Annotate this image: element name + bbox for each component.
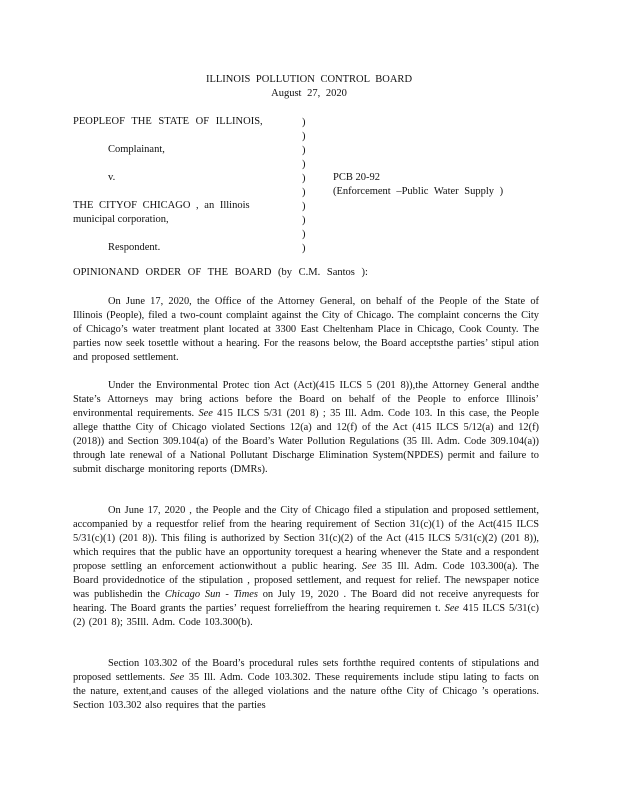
paragraph-text: On June 17, 2020 , the People and the City of Chicago filed a stipulation and proposed settlement, accompanied by a requestfor relief from the hearing requirement of Section 31(c)(1) of the Act(415 ILCS 5/31(c)(1) (201 8)). This filing is authorized by Section 31(c)(2) of the Act (415 ILCS 5/31(c)(2) (201 8)), which requires that the public have an opportunity torequest a hearing whenever the State and a respondent propose settling an enforcement actionwithout a public hearing. <box>73 505 539 572</box>
paragraph-4 <box>73 657 539 713</box>
order-date: August 27, 2020 <box>271 88 347 99</box>
complainant-name: PEOPLEOF THE STATE OF ILLINOIS, <box>73 116 263 127</box>
caption-paren: ) <box>302 145 306 156</box>
newspaper-name: Chicago Sun - Times <box>164 589 258 600</box>
caption-paren: ) <box>302 173 306 184</box>
caption-paren: ) <box>302 131 306 142</box>
paragraph-text: 415 ILCS 5/31 (201 8) ; 35 Ill. Adm. Code 103. In this case, the People allege thatthe City of Chicago violated Sections 12(a) and 12(f) of the Act (415 ILCS 5/12(a) and 12(f) (2018)) and Section 309.104(a) of the Board’s Water Pollution Regulations (35 Ill. Adm. Code 309.104(a)) through late renewal of a National Pollutant Discharge Elimination System(NPDES) permit and failure to submit discharge monitoring reports (DMRs). <box>73 408 539 475</box>
caption-paren: ) <box>302 159 306 170</box>
opinion-heading: OPINIONAND ORDER OF THE BOARD (by C.M. Santos ): <box>73 267 368 278</box>
paragraph-2 <box>73 379 539 477</box>
caption-divider <box>302 116 306 256</box>
respondent-role: Respondent. <box>108 242 161 253</box>
versus-label: v. <box>108 172 116 183</box>
caption-paren: ) <box>302 201 306 212</box>
paragraph-text: 35 Ill. Adm. Code 103.302. These requirements include stipu lating to facts on the nature, extent,and causes of the alleged violations and the nature ofthe City of Chicago ’s operations. Section 103.302 also requires that the parties <box>73 672 539 711</box>
respondent-name: THE CITYOF CHICAGO , an Illinois <box>73 200 250 211</box>
paragraph-text: On June 17, 2020, the Office of the Attorney General, on behalf of the People of the State of Illinois (People), filed a two-count complaint against the City of Chicago. The complaint concerns the City of Chicago’s water treatment plant located at 3300 East Cheltenham Place in Chicago, Cook County. The parties now seek tosettle without a hearing. For the reasons below, the Board acceptsthe parties’ stipul ation and proposed settlement. <box>73 296 539 363</box>
board-title: ILLINOIS POLLUTION CONTROL BOARD <box>205 74 413 85</box>
paragraph-text: Section 103.302 of the Board’s procedural rules sets forththe required contents of stipulations and proposed settlements. <box>73 658 539 683</box>
citation-signal: See <box>169 672 185 683</box>
paragraph-text: Under the Environmental Protec tion Act (Act)(415 ILCS 5 (201 8)),the Attorney General andthe State’s Attorneys may bring actions before the Board on behalf of the People to enforce Illinois’ environmental requirements. <box>73 380 539 419</box>
respondent-description: municipal corporation, <box>73 214 169 225</box>
caption-paren: ) <box>302 117 306 128</box>
case-type: (Enforcement –Public Water Supply ) <box>333 186 504 197</box>
paragraph-text: on July 19, 2020 . The Board did not receive anyrequests for hearing. The Board grants the parties’ request forrelieffrom the hearing requiremen t. <box>73 589 539 614</box>
caption-paren: ) <box>302 243 306 254</box>
citation-signal: See <box>444 603 460 614</box>
citation-signal: See <box>198 408 213 419</box>
citation-signal: See <box>362 561 377 572</box>
paragraph-3 <box>73 504 539 630</box>
caption-paren: ) <box>302 187 306 198</box>
paragraph-1 <box>73 295 539 365</box>
case-number: PCB 20-92 <box>333 172 380 183</box>
paragraph-text: 35 Ill. Adm. Code 103.300(a). The Board providednotice of the stipulation , proposed settlement, and request for relief. The newspaper notice was publishedin the <box>73 561 539 600</box>
paragraph-text: 415 ILCS 5/31(c)(2) (201 8); 35Ill. Adm. Code 103.300(b). <box>73 603 539 628</box>
caption-paren: ) <box>302 215 306 226</box>
complainant-role: Complainant, <box>108 144 165 155</box>
caption-paren: ) <box>302 229 306 240</box>
